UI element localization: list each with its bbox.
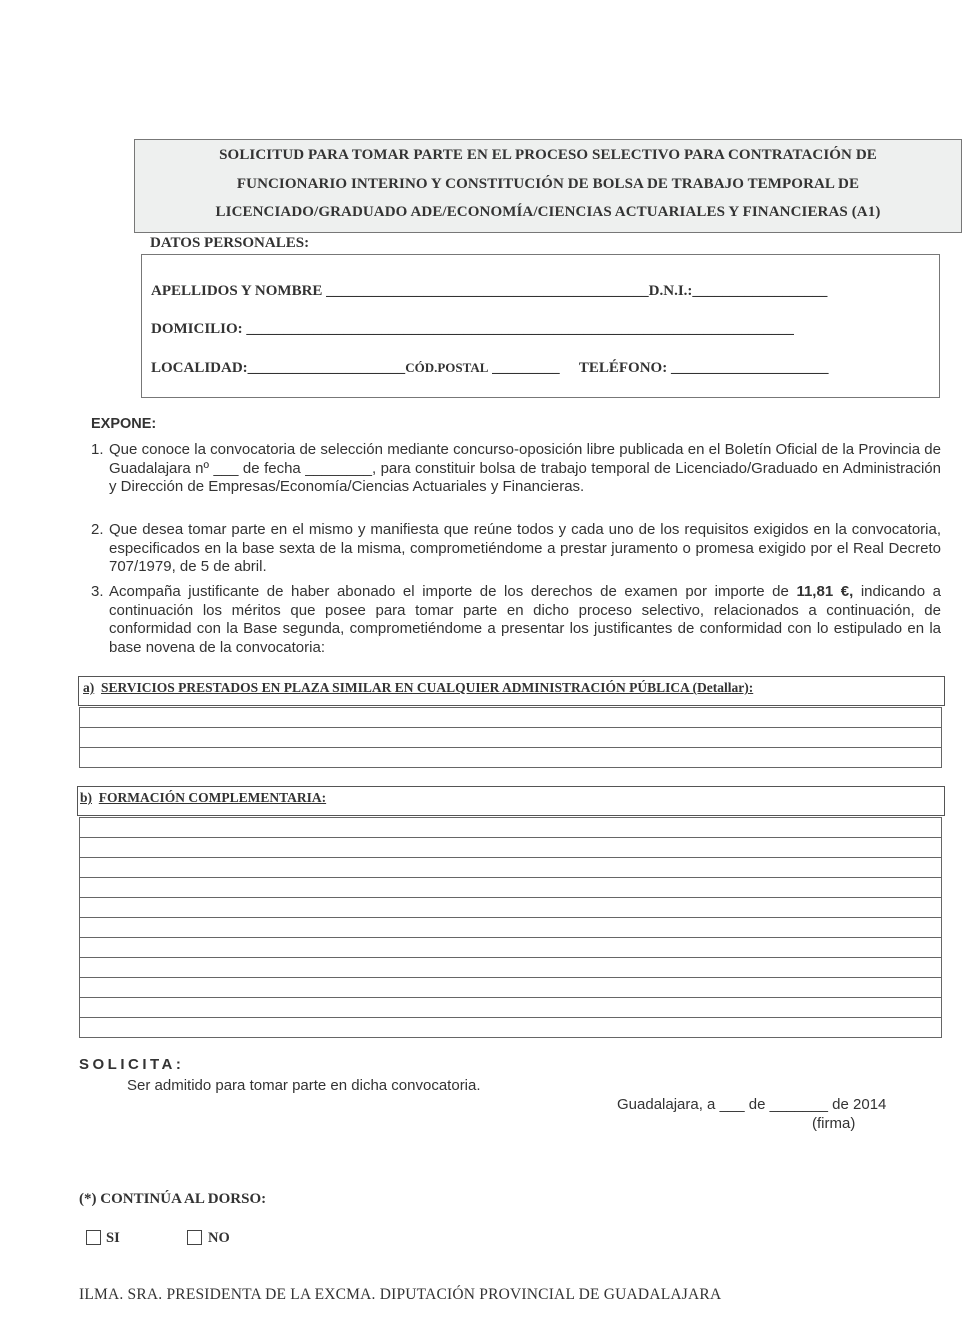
section-b-entry-row[interactable] [80, 837, 941, 857]
address-field[interactable]: DOMICILIO: _________________________________________________________________________ [151, 321, 794, 337]
section-b-rows [79, 817, 942, 1038]
section-b-entry-row[interactable] [80, 817, 941, 837]
expone-item-text: Que conoce la convocatoria de selección mediante concurso-oposición libre publicada en el Boletín Oficial de la Provincia de Guadalajara nº ___ de fecha ________, para constituir bolsa de trabajo temporal de Licenciado/Graduado en Administración y Dirección de Empresas/Economía/Ciencias Actuariales y Financieras. [109, 441, 941, 496]
postal-code-field[interactable]: _________ [488, 360, 560, 376]
name-field[interactable]: APELLIDOS Y NOMBRE ___________________________________________ [151, 283, 649, 299]
continue-on-back-label: (*) CONTINÚA AL DORSO: [79, 1191, 267, 1207]
date-line[interactable]: Guadalajara, a ___ de _______ de 2014 [617, 1096, 887, 1113]
expone-item-text-part: indicando a continuación los méritos que posee para tomar parte en dicho proceso selectivo, relacionados a continuación, de conformidad con la Base segunda, comprometiéndome a presentar los justificantes de conformidad con lo estipulado en la base novena de la convocatoria: [109, 583, 941, 656]
form-title-line-2: FUNCIONARIO INTERINO Y CONSTITUCIÓN DE BOLSA DE TRABAJO TEMPORAL DE [236, 176, 860, 192]
option-si-label: SI [106, 1230, 120, 1246]
solicita-heading: SOLICITA: [79, 1056, 185, 1073]
expone-item-text-part: Acompaña justificante de haber abonado el importe de los derechos de examen por importe de [109, 583, 797, 600]
section-b-title: FORMACIÓN COMPLEMENTARIA: [98, 790, 327, 805]
checkbox-si[interactable] [86, 1230, 101, 1245]
personal-data-box [141, 254, 940, 398]
option-no-label: NO [208, 1230, 230, 1246]
section-a-rows [79, 707, 942, 768]
form-title-line-1: SOLICITUD PARA TOMAR PARTE EN EL PROCESO SELECTIVO PARA CONTRATACIÓN DE [219, 147, 877, 163]
section-b-entry-row[interactable] [80, 937, 941, 957]
expone-item-text: Que desea tomar parte en el mismo y manifiesta que reúne todos y cada uno de los requisitos exigidos en la convocatoria, especificados en la base sexta de la misma, comprometiéndome a prestar juramento o promesa exigido por el Real Decreto 707/1979, de 5 de abril. [109, 521, 941, 576]
section-b-entry-row[interactable] [80, 1017, 941, 1038]
expone-item-number: 1. [91, 441, 104, 458]
section-b-entry-row[interactable] [80, 957, 941, 977]
locality-line [151, 360, 828, 377]
expone-item-text [109, 583, 941, 657]
checkbox-no[interactable] [187, 1230, 202, 1245]
signature-label: (firma) [812, 1115, 856, 1132]
locality-field[interactable]: LOCALIDAD:_____________________ [151, 360, 406, 376]
fee-amount: 11,81 €, [796, 583, 854, 600]
section-b-entry-row[interactable] [80, 997, 941, 1017]
expone-item-number: 3. [91, 583, 104, 600]
solicita-text: Ser admitido para tomar parte en dicha convocatoria. [127, 1077, 481, 1094]
section-a-entry-row[interactable] [80, 727, 941, 747]
section-a-header [78, 676, 945, 706]
expone-item-3 [91, 583, 941, 657]
expone-item-number: 2. [91, 521, 104, 538]
section-a-entry-row[interactable] [80, 707, 941, 727]
section-b-entry-row[interactable] [80, 877, 941, 897]
personal-data-heading: DATOS PERSONALES: [150, 235, 310, 251]
section-b-prefix: b) [80, 790, 93, 805]
section-b-entry-row[interactable] [80, 857, 941, 877]
expone-item-2 [91, 521, 941, 577]
section-a-title: SERVICIOS PRESTADOS EN PLAZA SIMILAR EN CUALQUIER ADMINISTRACIÓN PÚBLICA (Detallar): [101, 680, 754, 695]
form-title-line-3: LICENCIADO/GRADUADO ADE/ECONOMÍA/CIENCIAS ACTUARIALES Y FINANCIERAS (A1) [215, 204, 881, 220]
section-b-entry-row[interactable] [80, 897, 941, 917]
expone-item-1 [91, 441, 941, 497]
postal-code-label: CÓD.POSTAL [405, 360, 489, 375]
expone-heading: EXPONE: [91, 416, 157, 432]
section-b-entry-row[interactable] [80, 917, 941, 937]
section-a-entry-row[interactable] [80, 747, 941, 768]
phone-field[interactable]: TELÉFONO: _____________________ [578, 360, 829, 376]
section-a-prefix: a) [83, 680, 95, 695]
name-dni-line [151, 283, 827, 300]
section-b-entry-row[interactable] [80, 977, 941, 997]
form-title-box [134, 139, 962, 233]
addressee-footer: ILMA. SRA. PRESIDENTA DE LA EXCMA. DIPUTACIÓN PROVINCIAL DE GUADALAJARA [79, 1286, 722, 1303]
section-b-header [77, 786, 945, 816]
dni-field[interactable]: D.N.I.:__________________ [648, 283, 828, 299]
